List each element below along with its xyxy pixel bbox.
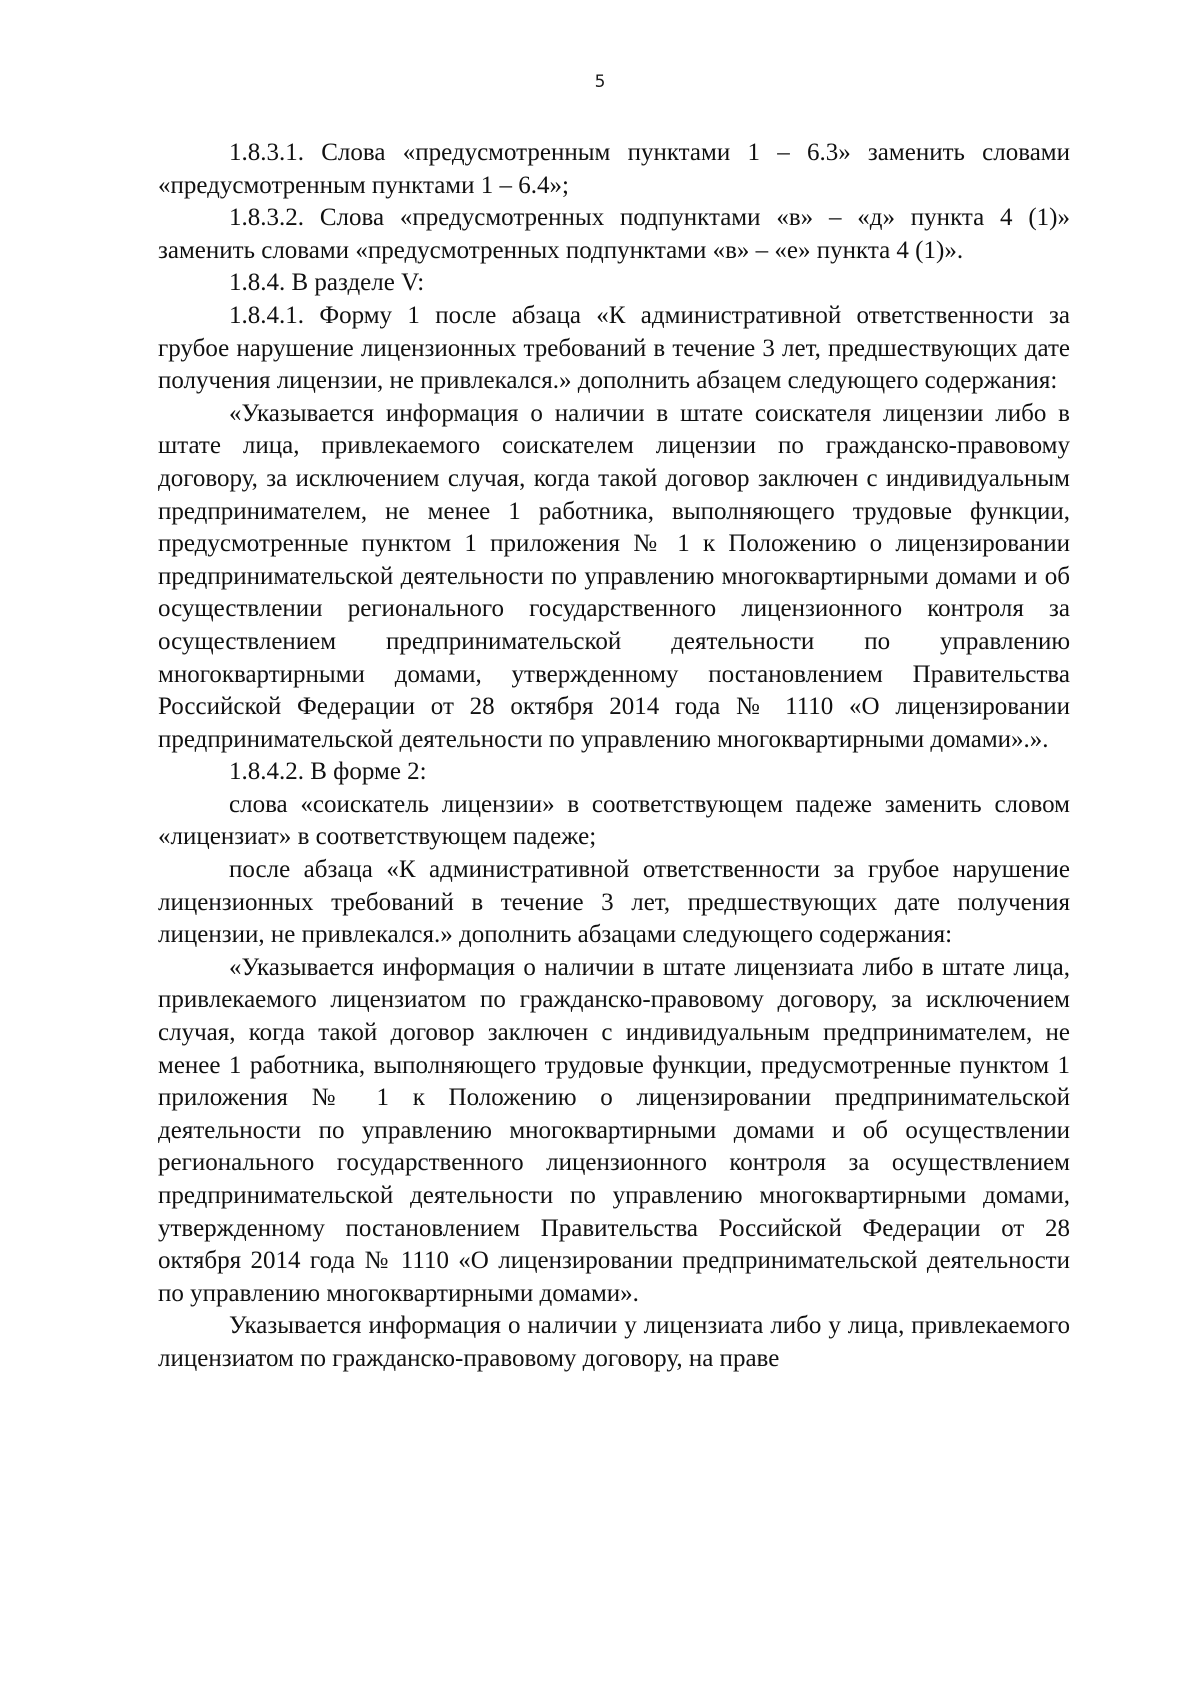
paragraph-1-8-4-1: 1.8.4.1. Форму 1 после абзаца «К административной ответственности за грубое нарушение лицензионных требований в течение 3 лет, предшествующих дате получения лицензии, не привлекался.» дополнить абзацем следующего содержания: bbox=[158, 301, 1070, 395]
page-number: 5 bbox=[594, 72, 606, 92]
paragraph-1-8-3-2: 1.8.3.2. Слова «предусмотренных подпунктами «в» – «д» пункта 4 (1)» заменить словами «предусмотренных подпунктами «в» – «е» пункта 4 (1)». bbox=[158, 204, 1070, 264]
document-body bbox=[158, 137, 1070, 1376]
paragraph-form-1-quote: «Указывается информация о наличии в штате соискателя лицензии либо в штате лица, привлекаемого соискателем лицензии по гражданско-правовому договору, за исключением случая, когда такой договор заключен с индивидуальным предпринимателем, не менее 1 работника, выполняющего трудовые функции, предусмотренные пунктом 1 приложения № 1 к Положению о лицензировании предпринимательской деятельности по управлению многоквартирными домами и об осуществлении регионального государственного лицензионного контроля за осуществлением предпринимательской деятельности по управлению многоквартирными домами, утвержденному постановлением Правительства Российской Федерации от 28 октября 2014 года № 1110 «О лицензировании предпринимательской деятельности по управлению многоквартирными домами».». bbox=[158, 399, 1070, 753]
paragraph-form-2-quote: «Указывается информация о наличии в штате лицензиата либо в штате лица, привлекаемого лицензиатом по гражданско-правовому договору, за исключением случая, когда такой договор заключен с индивидуальным предпринимателем, не менее 1 работника, выполняющего трудовые функции, предусмотренные пунктом 1 приложения № 1 к Положению о лицензировании предпринимательской деятельности по управлению многоквартирными домами и об осуществлении регионального государственного лицензионного контроля за осуществлением предпринимательской деятельности по управлению многоквартирными домами, утвержденному постановлением Правительства Российской Федерации от 28 октября 2014 года № 1110 «О лицензировании предпринимательской деятельности по управлению многоквартирными домами». bbox=[158, 953, 1070, 1307]
paragraph-1-8-3-1: 1.8.3.1. Слова «предусмотренным пунктами 1 – 6.3» заменить словами «предусмотренным пунктами 1 – 6.4»; bbox=[158, 139, 1070, 199]
paragraph-replace-words: слова «соискатель лицензии» в соответствующем падеже заменить словом «лицензиат» в соответствующем падеже; bbox=[158, 790, 1070, 851]
paragraph-1-8-4: 1.8.4. В разделе V: bbox=[229, 269, 425, 297]
paragraph-1-8-4-2: 1.8.4.2. В форме 2: bbox=[229, 758, 427, 786]
paragraph-after-abzac: после абзаца «К административной ответственности за грубое нарушение лицензионных требований в течение 3 лет, предшествующих дате получения лицензии, не привлекался.» дополнить абзацами следующего содержания: bbox=[158, 856, 1070, 949]
paragraph-info-property: Указывается информация о наличии у лицензиата либо у лица, привлекаемого лицензиатом по гражданско-правовому договору, на праве bbox=[158, 1312, 1070, 1372]
